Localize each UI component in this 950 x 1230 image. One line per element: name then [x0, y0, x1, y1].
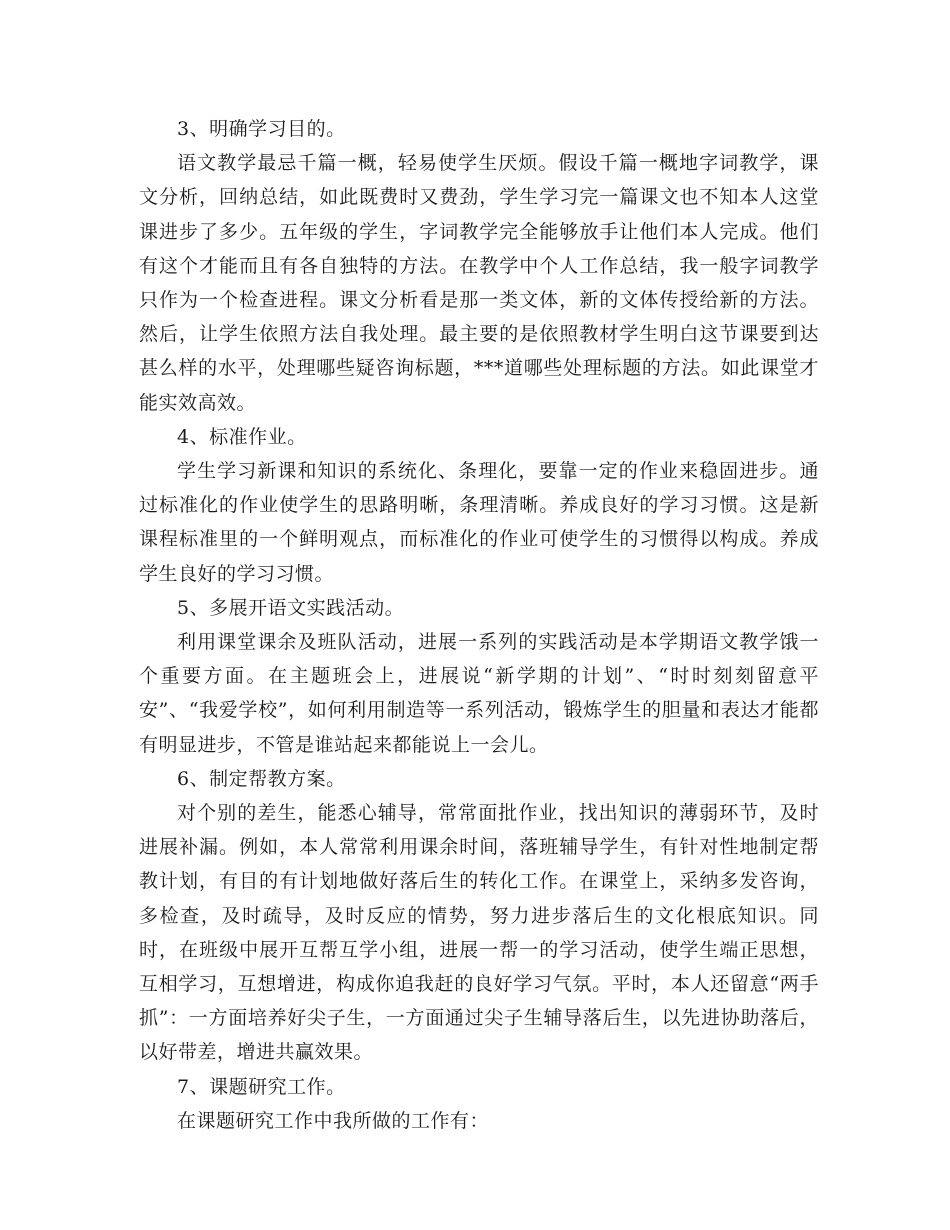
- paragraph-standard-homework: 学生学习新课和知识的系统化、条理化，要靠一定的作业来稳固进步。通过标准化的作业使学生的思路明晰，条理清晰。养成良好的学习习惯。这是新课程标准里的一个鲜明观点，而标准化的作业可使学生的习惯得以构成。养成学生良好的学习习惯。: [139, 460, 819, 585]
- paragraph-tutoring-plan: 对个别的差生，能悉心辅导，常常面批作业，找出知识的薄弱环节，及时进展补漏。例如，本人常常利用课余时间，落班辅导学生，有针对性地制定帮教计划，有目的有计划地做好落后生的转化工作。在课堂上，采纳多发咨询，多检查，及时疏导，及时反应的情势，努力进步落后生的文化根底知识。同时，在班级中展开互帮互学小组，进展一帮一的学习活动，使学生端正思想，互相学习，互想增进，构成你追我赶的良好学习气氛。平时，本人还留意“两手抓”：一方面培养好尖子生，一方面通过尖子生辅导落后生，以先进协助落后，以好带差，增进共赢效果。: [139, 802, 819, 1064]
- section-heading-7: 7、课题研究工作。: [177, 1075, 346, 1098]
- section-heading-3: 3、明确学习目的。: [177, 118, 346, 140]
- paragraph-practice-activities: 利用课堂课余及班队活动，进展一系列的实践活动是本学期语文教学饿一个重要方面。在主题班会上，进展说“新学期的计划”、“时时刻刻留意平安”、“我爱学校”，如何利用制造等一系列活动，锻炼学生的胆量和表达才能都有明显进步，不管是谁站起来都能说上一会儿。: [139, 631, 819, 756]
- document-page: [139, 112, 819, 1138]
- paragraph-learning-goals: 语文教学最忌千篇一概，轻易使学生厌烦。假设千篇一概地字词教学，课文分析，回纳总结，如此既费时又费劲，学生学习完一篇课文也不知本人这堂课进步了多少。五年级的学生，字词教学完全能够放手让他们本人完成。他们有这个才能而且有各自独特的方法。在教学中个人工作总结，我一般字词教学只作为一个检查进程。课文分析看是那一类文体，新的文体传授给新的方法。然后，让学生依照方法自我处理。最主要的是依照教材学生明白这节课要到达甚么样的水平，处理哪些疑咨询标题，***道哪些处理标题的方法。如此课堂才能实效高效。: [139, 152, 819, 414]
- section-heading-6: 6、制定帮教方案。: [177, 767, 346, 790]
- paragraph-research-work: 在课题研究工作中我所做的工作有：: [177, 1109, 490, 1132]
- section-heading-5: 5、多展开语文实践活动。: [177, 596, 405, 619]
- section-heading-4: 4、标准作业。: [177, 425, 307, 448]
